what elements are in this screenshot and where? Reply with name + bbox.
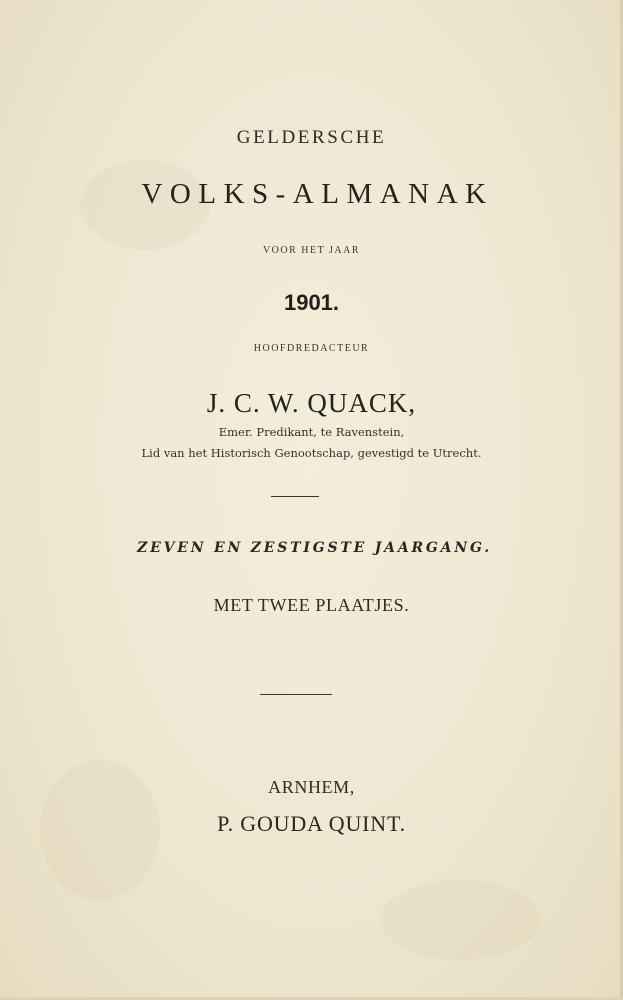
imprint-place: ARNHEM,: [268, 777, 355, 797]
editor-role: HOOFDREDACTEUR: [253, 343, 370, 354]
title-line-1: GELDERSCHE: [236, 127, 387, 148]
imprint-publisher: P. GOUDA QUINT.: [217, 811, 406, 836]
year: 1901.: [283, 290, 340, 315]
editor-name: J. C. W. QUACK,: [206, 388, 417, 418]
editor-affiliation-1: Emer. Predikant, te Ravenstein,: [218, 425, 405, 439]
divider-rule: [260, 694, 332, 695]
divider-rule: [271, 496, 319, 497]
volume-statement: ZEVEN EN ZESTIGSTE JAARGANG.: [137, 540, 492, 556]
paper-stain: [380, 880, 540, 960]
title-line-2: VOLKS-ALMANAK: [141, 178, 494, 210]
editor-affiliation-2: Lid van het Historisch Genootschap, gevestigd te Utrecht.: [141, 446, 482, 460]
year-intro: VOOR HET JAAR: [262, 245, 361, 256]
plates-statement: MET TWEE PLAATJES.: [213, 595, 410, 615]
